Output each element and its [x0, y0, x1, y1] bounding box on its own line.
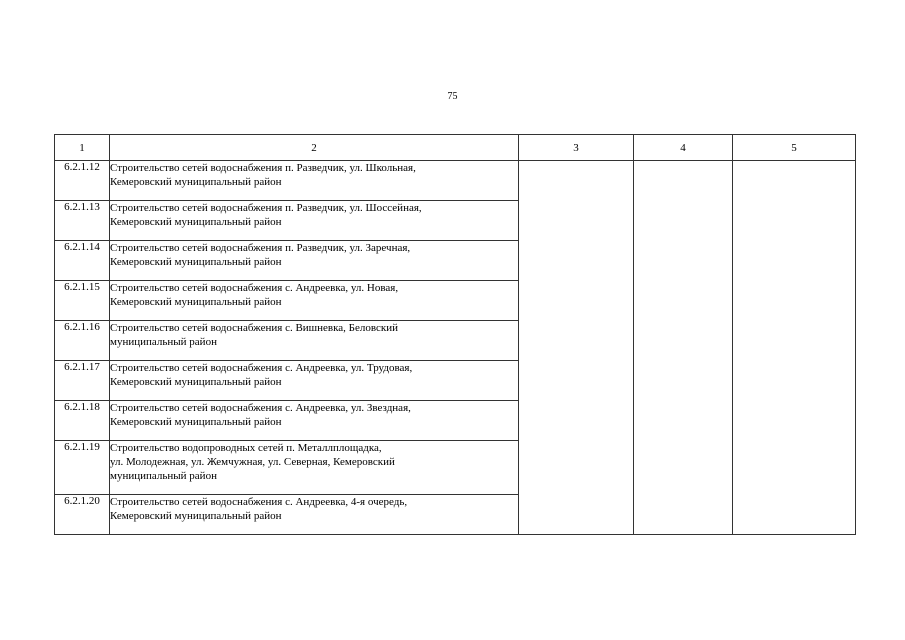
description-line: Строительство сетей водоснабжения с. Андреевка, ул. Новая, [110, 282, 399, 294]
table-header-row [55, 135, 856, 161]
description-line: ул. Молодежная, ул. Жемчужная, ул. Северная, Кемеровский [110, 456, 395, 468]
description-line: Строительство сетей водоснабжения п. Разведчик, ул. Шоссейная, [110, 202, 422, 214]
description-line: Кемеровский муниципальный район [110, 416, 282, 428]
row-number: 6.2.1.19 [55, 441, 110, 495]
description-line: муниципальный район [110, 470, 217, 482]
description-line: Строительство сетей водоснабжения п. Разведчик, ул. Школьная, [110, 162, 416, 174]
description-line: Строительство сетей водоснабжения с. Вишневка, Беловский [110, 322, 398, 334]
description-line: Кемеровский муниципальный район [110, 376, 282, 388]
row-number: 6.2.1.16 [55, 321, 110, 361]
description-line: Строительство сетей водоснабжения с. Андреевка, 4-я очередь, [110, 496, 408, 508]
row-description [110, 201, 519, 241]
description-line: Строительство сетей водоснабжения с. Андреевка, ул. Звездная, [110, 402, 411, 414]
row-number: 6.2.1.14 [55, 241, 110, 281]
row-number: 6.2.1.15 [55, 281, 110, 321]
column-header-5: 5 [733, 135, 856, 161]
column-header-4: 4 [634, 135, 733, 161]
description-line: Строительство водопроводных сетей п. Металлплощадка, [110, 442, 382, 454]
data-table [54, 134, 856, 535]
row-number: 6.2.1.18 [55, 401, 110, 441]
description-line: Кемеровский муниципальный район [110, 296, 282, 308]
description-line: Кемеровский муниципальный район [110, 176, 282, 188]
column-4-cell [634, 161, 733, 535]
row-description [110, 241, 519, 281]
row-number: 6.2.1.12 [55, 161, 110, 201]
column-5-cell [733, 161, 856, 535]
description-line: Строительство сетей водоснабжения с. Андреевка, ул. Трудовая, [110, 362, 413, 374]
row-number: 6.2.1.20 [55, 495, 110, 535]
row-description [110, 495, 519, 535]
description-line: Кемеровский муниципальный район [110, 510, 282, 522]
page-number: 75 [447, 91, 458, 102]
description-line: Кемеровский муниципальный район [110, 256, 282, 268]
row-number: 6.2.1.13 [55, 201, 110, 241]
column-header-3: 3 [519, 135, 634, 161]
row-description [110, 361, 519, 401]
column-header-2: 2 [110, 135, 519, 161]
row-description [110, 161, 519, 201]
row-number: 6.2.1.17 [55, 361, 110, 401]
column-header-1: 1 [55, 135, 110, 161]
row-description [110, 321, 519, 361]
description-line: Строительство сетей водоснабжения п. Разведчик, ул. Заречная, [110, 242, 411, 254]
row-description [110, 441, 519, 495]
table-row [55, 161, 856, 201]
row-description [110, 281, 519, 321]
row-description [110, 401, 519, 441]
description-line: муниципальный район [110, 336, 217, 348]
column-3-cell [519, 161, 634, 535]
description-line: Кемеровский муниципальный район [110, 216, 282, 228]
